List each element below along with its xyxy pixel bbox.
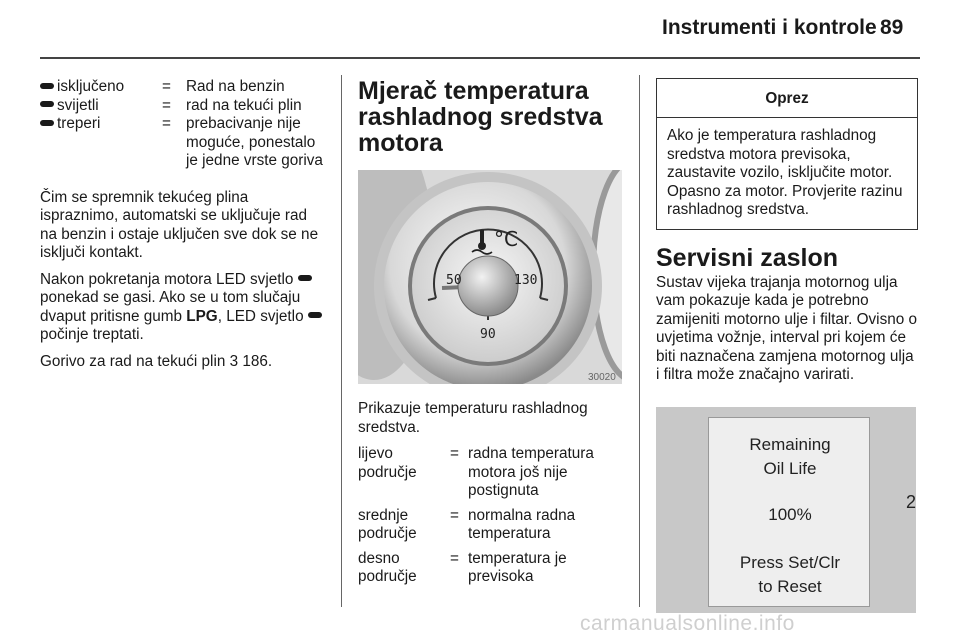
coolant-gauge-illustration: [358, 170, 622, 384]
page-header-title: Instrumenti i kontrole: [662, 16, 877, 39]
gauge-unit-label: °C: [494, 227, 518, 251]
coolant-range-term: srednje područje: [358, 506, 417, 542]
led-icon: [40, 120, 54, 126]
coolant-range-value: radna temperatura motora još nije postignuta: [468, 445, 594, 499]
gauge-tick-max: 130: [514, 273, 538, 288]
page-reference-link[interactable]: 186.: [242, 352, 273, 370]
coolant-range-row: [358, 445, 626, 501]
service-heading: Servisni zaslon: [656, 243, 839, 272]
page-reference-icon: 3: [229, 352, 239, 370]
display-line-oil-life: Oil Life: [763, 458, 817, 478]
lpg-button-label: LPG: [186, 307, 218, 325]
watermark: carmanualsonline.info: [580, 612, 795, 635]
page-number: 89: [880, 16, 904, 39]
column-lpg: [40, 78, 328, 371]
oil-life-display: [708, 417, 870, 607]
display-page-indicator: 2: [906, 491, 917, 512]
service-display-figure: [656, 407, 916, 613]
coolant-range-term: desno područje: [358, 549, 417, 585]
equals-sign: =: [450, 506, 459, 524]
lpg-state-value: prebacivanje nije moguće, ponestalo je jedne vrste goriva: [186, 115, 323, 169]
lpg-paragraph-led: Nakon pokretanja motora LED svjetlo ponekad se gasi. Ako se u tom slučaju dvaput pritisne gumb LPG, LED svjetlo počinje treptati.: [40, 271, 328, 345]
lpg-state-value: Rad na benzin: [186, 78, 285, 95]
equals-sign: =: [162, 96, 171, 114]
led-icon: [40, 101, 54, 107]
equals-sign: =: [450, 549, 459, 567]
coolant-gauge-figure: [358, 170, 622, 384]
coolant-range-term: lijevo područje: [358, 445, 417, 481]
equals-sign: =: [450, 445, 459, 462]
caution-title: Oprez: [657, 79, 917, 118]
equals-sign: =: [162, 78, 171, 95]
gauge-tick-min: 50: [446, 273, 462, 288]
header-divider: [40, 57, 920, 59]
figure-number: 30020: [588, 372, 616, 383]
coolant-caption: Prikazuje temperaturu rashladnog sredstva.: [358, 400, 588, 436]
lpg-state-row: [40, 97, 328, 116]
lpg-state-row: [40, 115, 328, 171]
lpg-paragraph-empty-tank: Čim se spremnik tekućeg plina ispraznimo, automatski se uključuje rad na benzin i ostaje uključen sve dok se ne isključi kontakt.: [40, 188, 319, 261]
caution-text: Ako je temperatura rashladnog sredstva motora previsoka, zaustavite vozilo, isključite motor. Opasno za motor. Provjerite razinu rashladnog sredstva.: [667, 127, 903, 218]
lpg-paragraph-reference: Gorivo za rad na tekući plin 3 186.: [40, 352, 273, 370]
coolant-range-row: [358, 550, 626, 587]
gauge-tick-mid: 90: [480, 327, 496, 342]
led-icon: [308, 312, 322, 318]
display-line-reset: to Reset: [758, 576, 822, 596]
display-oil-percent: 100%: [768, 504, 812, 524]
lpg-state-row: [40, 78, 328, 97]
lpg-state-term: isključeno: [57, 78, 125, 95]
lpg-state-term: treperi: [57, 115, 101, 132]
column-divider-1: [341, 75, 342, 607]
caution-box: [656, 78, 918, 230]
display-line-remaining: Remaining: [749, 434, 831, 454]
lpg-state-value: rad na tekući plin: [186, 96, 302, 114]
display-line-press: Press Set/Clr: [739, 552, 841, 572]
service-text: Sustav vijeka trajanja motornog ulja vam pokazuje kada je potrebno zamijeniti motorno ulje i filtar. Ovisno o uvjetima vožnje, interval pri kojem će biti naznačena zamjena motornog ulja i filtra može značajno varirati.: [656, 273, 918, 383]
column-service: [656, 78, 920, 613]
column-divider-2: [639, 75, 640, 607]
led-icon: [40, 83, 54, 89]
lpg-state-list: [40, 78, 328, 171]
coolant-range-value: temperatura je previsoka: [468, 549, 567, 585]
coolant-range-list: [358, 445, 626, 587]
coolant-range-value: normalna radna temperatura: [468, 506, 576, 542]
equals-sign: =: [162, 115, 171, 132]
column-coolant: [358, 78, 626, 593]
coolant-heading: Mjerač temperatura rashladnog sredstva motora: [358, 77, 603, 157]
coolant-range-row: [358, 507, 626, 544]
lpg-state-term: svijetli: [57, 96, 99, 114]
led-icon: [298, 275, 312, 281]
